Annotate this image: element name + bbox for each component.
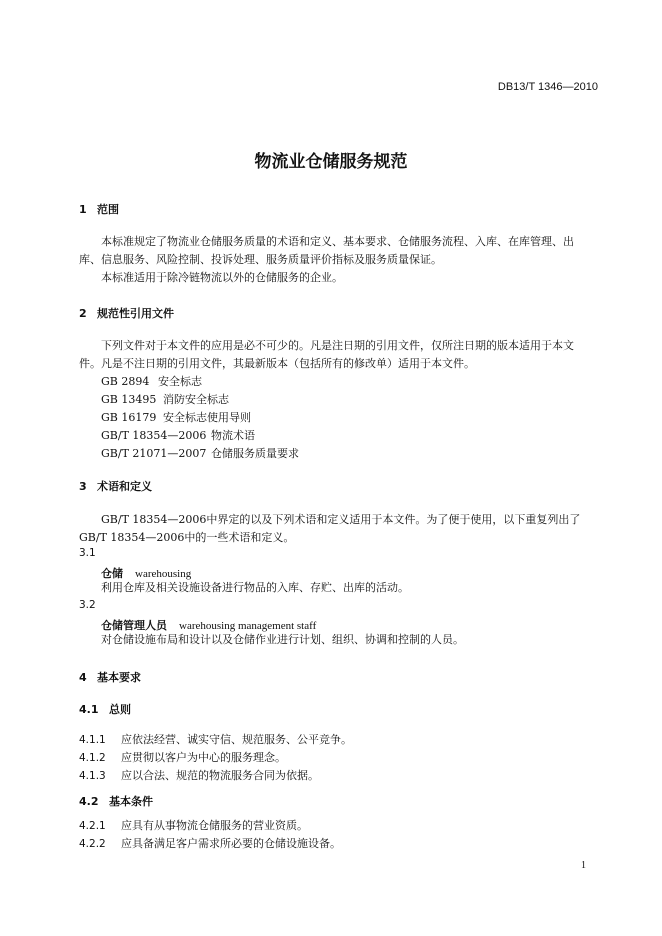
paragraph-line: 件。凡是不注日期的引用文件，其最新版本（包括所有的修改单）适用于本文件。 [79, 357, 475, 370]
clause-text: 应具备满足客户需求所必要的仓储设施设备。 [121, 837, 341, 850]
paragraph-line: 本标准规定了物流业仓储服务质量的术语和定义、基本要求、仓储服务流程、入库、在库管理、出 [101, 235, 574, 248]
clause [79, 767, 319, 783]
reference-item [101, 445, 299, 463]
term-definition: 利用仓库及相关设施设备进行物品的入库、存贮、出库的活动。 [101, 581, 409, 594]
section-title: 术语和定义 [97, 480, 152, 493]
term-chinese: 仓储管理人员 [101, 619, 167, 632]
term-number: 3.1 [79, 547, 96, 559]
clause-number: 4.1.1 [79, 734, 106, 746]
section-number: 3 [79, 480, 87, 493]
document-number: DB13/T 1346—2010 [497, 81, 598, 93]
paragraph-line: 下列文件对于本文件的应用是必不可少的。凡是注日期的引用文件，仅所注日期的版本适用于本文 [101, 339, 574, 352]
clause-text: 应贯彻以客户为中心的服务理念。 [121, 751, 286, 764]
reference-code: GB 13495 [101, 393, 157, 406]
clause [79, 749, 286, 765]
section-title: 规范性引用文件 [97, 307, 174, 320]
section-4-heading [79, 669, 141, 685]
reference-name: 仓储服务质量要求 [211, 447, 299, 460]
section-title: 基本要求 [97, 671, 141, 684]
clause [79, 731, 352, 747]
clause [79, 835, 341, 851]
reference-code: GB 16179 [101, 411, 157, 424]
section-number: 1 [79, 203, 87, 216]
subsection-number: 4.2 [79, 795, 99, 808]
document-title: 物流业仓储服务规范 [254, 152, 408, 172]
reference-code: GB/T 18354—2006 [101, 429, 207, 442]
clause [79, 817, 308, 833]
section-number: 4 [79, 671, 87, 684]
reference-name: 物流术语 [211, 429, 255, 442]
term-english: warehousing [135, 568, 192, 580]
subsection-4-1-heading [79, 701, 131, 717]
clause-number: 4.2.1 [79, 820, 106, 832]
term-english: warehousing management staff [179, 620, 317, 632]
clause-number: 4.2.2 [79, 838, 106, 850]
section-2-heading [79, 305, 174, 321]
paragraph-line: GB/T 18354—2006中界定的以及下列术语和定义适用于本文件。为了便于使用，以下重复列出了 [101, 513, 581, 526]
paragraph-line: GB/T 18354—2006中的一些术语和定义。 [79, 531, 295, 544]
page-number: 1 [581, 860, 586, 871]
subsection-4-2-heading [79, 793, 153, 809]
clause-text: 应以合法、规范的物流服务合同为依据。 [121, 769, 319, 782]
subsection-title: 基本条件 [109, 795, 153, 808]
subsection-title: 总则 [109, 703, 131, 716]
section-title: 范围 [97, 203, 119, 216]
reference-code: GB 2894 [101, 375, 150, 388]
reference-item [101, 427, 255, 445]
section-number: 2 [79, 307, 87, 320]
paragraph-line: 库、信息服务、风险控制、投诉处理、服务质量评价指标及服务质量保证。 [79, 253, 442, 266]
reference-item [101, 373, 202, 391]
term-number: 3.2 [79, 599, 96, 611]
section-3-heading [79, 478, 152, 494]
reference-code: GB/T 21071—2007 [101, 447, 207, 460]
reference-name: 安全标志使用导则 [163, 411, 251, 424]
clause-text: 应具有从事物流仓储服务的营业资质。 [121, 819, 308, 832]
reference-name: 安全标志 [158, 375, 202, 388]
reference-item [101, 391, 229, 409]
paragraph-line: 本标准适用于除冷链物流以外的仓储服务的企业。 [101, 271, 343, 284]
subsection-number: 4.1 [79, 703, 99, 716]
term-chinese: 仓储 [101, 567, 123, 580]
section-1-heading [79, 201, 119, 217]
clause-number: 4.1.3 [79, 770, 106, 782]
clause-number: 4.1.2 [79, 752, 106, 764]
reference-name: 消防安全标志 [163, 393, 229, 406]
term-definition: 对仓储设施布局和设计以及仓储作业进行计划、组织、协调和控制的人员。 [101, 633, 464, 646]
clause-text: 应依法经营、诚实守信、规范服务、公平竞争。 [121, 733, 352, 746]
reference-item [101, 409, 251, 427]
